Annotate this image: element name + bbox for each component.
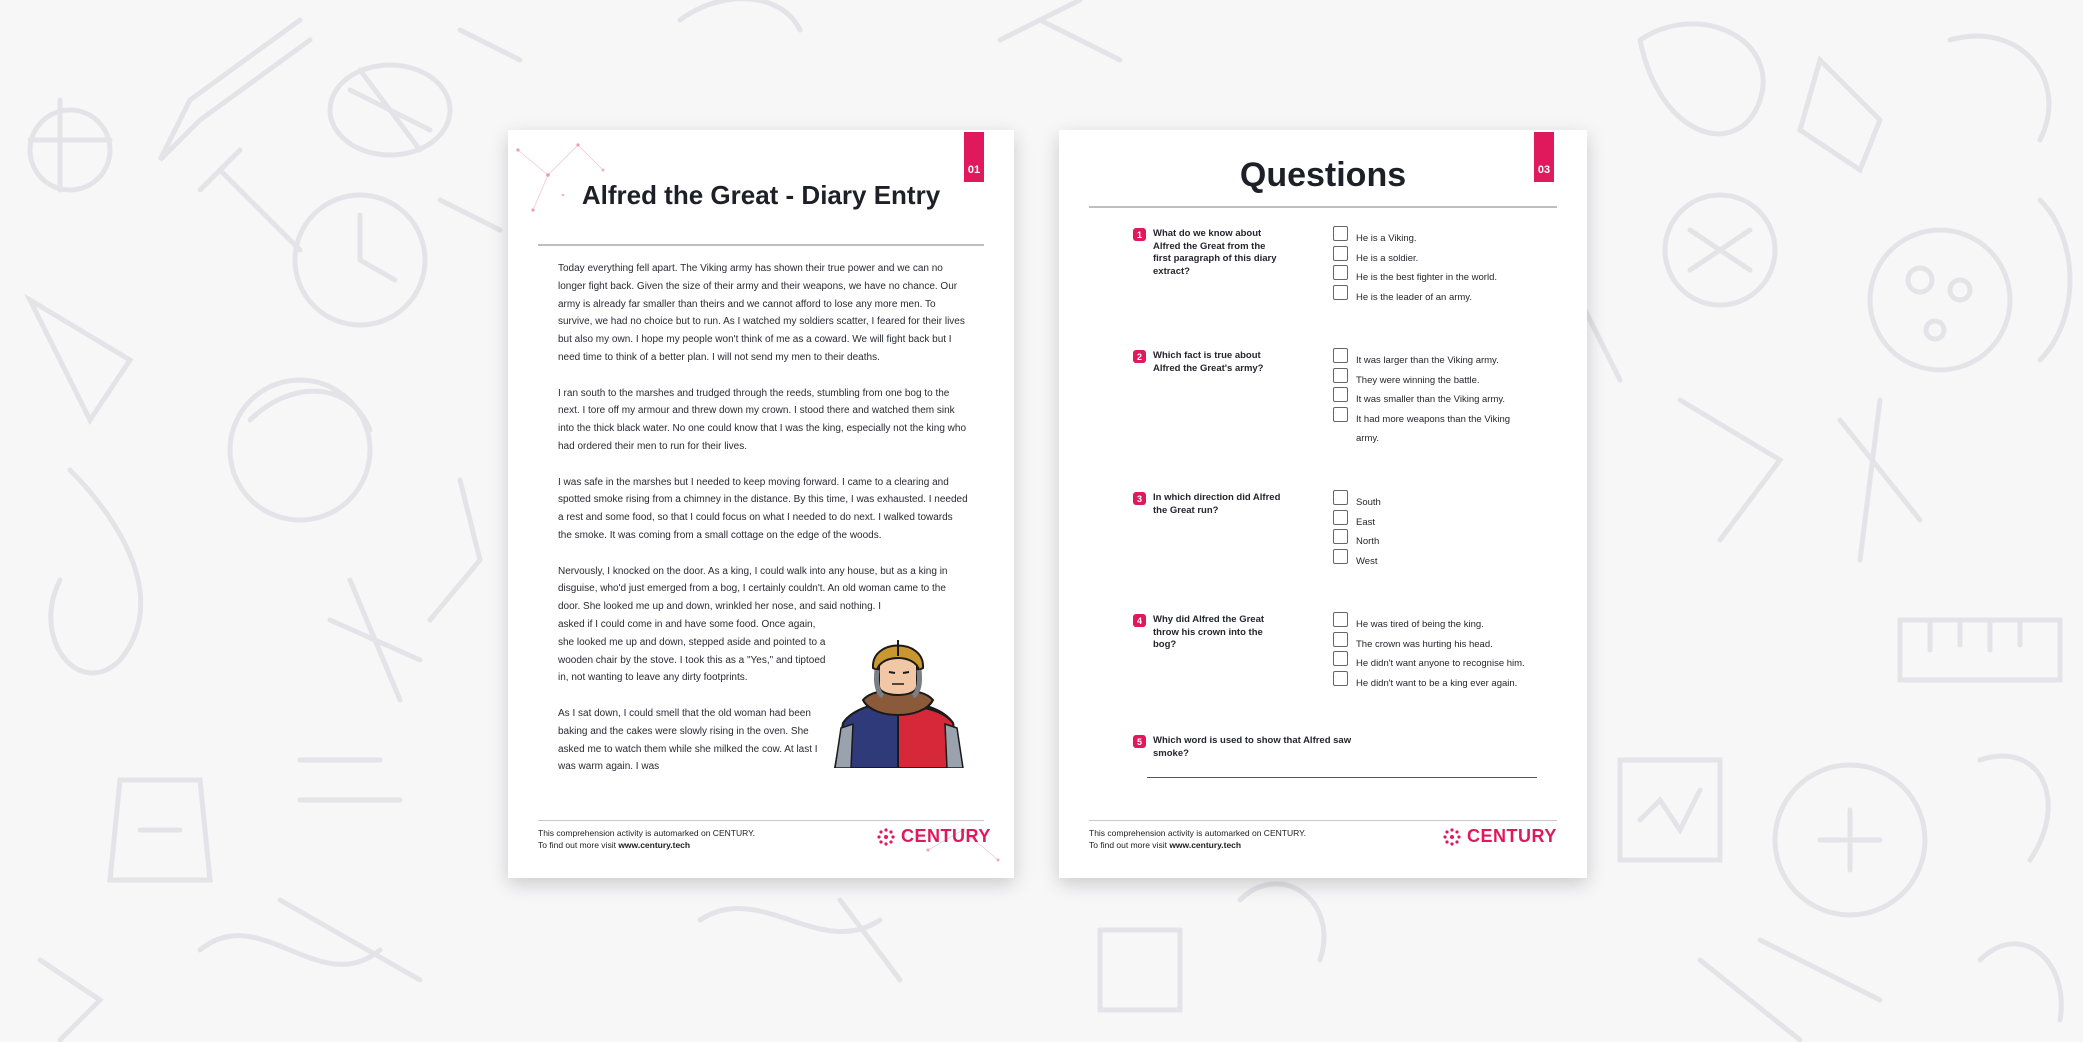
footer-line: This comprehension activity is automarked on CENTURY. xyxy=(538,828,755,838)
question-number: 1 xyxy=(1133,228,1146,241)
answer-option[interactable] xyxy=(1333,673,1553,693)
answer-line[interactable] xyxy=(1147,777,1537,778)
footer-prefix: To find out more visit xyxy=(1089,840,1170,850)
checkbox[interactable] xyxy=(1333,285,1348,300)
paragraph: Today everything fell apart. The Viking army has shown their true power and we can no longer fight back. Given the size of their army and their weapons, we have no chance. Our army is already far smaller than theirs and we cannot afford to lose any more men. To survive, we had no choice but to run. As I watched my soldiers scatter, I feared for their lives but also my own. I hope my people won't think of me as a coward. We will fight back but I need time to think of a better plan. I will not send my men to their deaths. xyxy=(558,263,965,363)
checkbox[interactable] xyxy=(1333,651,1348,666)
answer-option[interactable] xyxy=(1333,551,1553,571)
option-label: It was smaller than the Viking army. xyxy=(1356,394,1506,405)
page-title: Alfred the Great - Diary Entry xyxy=(581,180,941,210)
answer-option[interactable] xyxy=(1333,531,1553,551)
answer-option[interactable] xyxy=(1333,512,1553,532)
option-label: It was larger than the Viking army. xyxy=(1356,355,1499,366)
alfred-knight-illustration xyxy=(823,628,973,768)
option-label: He is a soldier. xyxy=(1356,252,1419,264)
questions-page xyxy=(1059,130,1587,878)
question-text: Which fact is true about Alfred the Great's army? xyxy=(1153,350,1264,374)
answer-option[interactable] xyxy=(1333,634,1553,654)
question-text: Why did Alfred the Great throw his crown into the bog? xyxy=(1153,614,1265,650)
answer-options xyxy=(1333,614,1553,692)
option-label: It had more weapons than the Viking army. xyxy=(1356,413,1511,444)
answer-options xyxy=(1333,350,1553,447)
question-number: 4 xyxy=(1133,614,1146,627)
footer-note xyxy=(538,827,755,851)
footer-note xyxy=(1089,827,1306,851)
footer-line: This comprehension activity is automarked on CENTURY. xyxy=(1089,828,1306,838)
century-logo-text: CENTURY xyxy=(901,826,991,846)
answer-option[interactable] xyxy=(1333,350,1553,370)
paragraph: asked if I could come in and have some food. Once again, she looked me up and down, stepped aside and pointed to a wooden chair by the stove. I took this as a "Yes," and tiptoed in, not wanting to leave any dirty footprints. xyxy=(558,618,826,684)
paragraph: Nervously, I knocked on the door. As a king, I could walk into any house, but as a king in disguise, who'd just emerged from a bog, I certainly couldn't. An old woman came to the door. She looked me up and down, wrinkled her nose, and said nothing. I xyxy=(558,565,948,613)
option-label: East xyxy=(1356,516,1376,528)
question-text: Which word is used to show that Alfred saw smoke? xyxy=(1153,735,1352,759)
century-logo-text: CENTURY xyxy=(1467,826,1557,846)
footer-divider xyxy=(538,820,984,821)
checkbox[interactable] xyxy=(1333,246,1348,261)
option-label: He is the leader of an army. xyxy=(1356,291,1472,303)
paragraph: I was safe in the marshes but I needed to keep moving forward. I came to a clearing and spotted smoke rising from a chimney in the distance. By this time, I was exhausted. I needed a rest and some food, so that I could focus on what I needed to do next. I walked towards the smoke. It was coming from a small cottage on the edge of the woods. xyxy=(558,476,968,541)
checkbox[interactable] xyxy=(1333,348,1348,363)
checkbox[interactable] xyxy=(1333,510,1348,525)
answer-option[interactable] xyxy=(1333,492,1553,512)
footer-line xyxy=(1089,839,1306,851)
checkbox[interactable] xyxy=(1333,490,1348,505)
paragraph: I ran south to the marshes and trudged through the reeds, stumbling from one bog to the next. I tore off my armour and threw down my crown. I stood there and watched them sink into the thick black water. No one could know that I was the king, especially not the king who had ordered their men to run for their lives. xyxy=(558,387,967,452)
option-label: The crown was hurting his head. xyxy=(1356,638,1493,650)
answer-option[interactable] xyxy=(1333,228,1553,248)
option-label: He is a Viking. xyxy=(1356,233,1417,244)
page-title: Questions xyxy=(1239,156,1407,194)
option-label: He didn't want to be a king ever again. xyxy=(1356,677,1518,689)
checkbox[interactable] xyxy=(1333,612,1348,627)
century-logo-icon xyxy=(1442,827,1462,847)
footer-divider xyxy=(1089,820,1557,821)
option-label: South xyxy=(1356,497,1381,508)
question-number: 5 xyxy=(1133,735,1146,748)
century-logo xyxy=(876,826,991,847)
answer-option[interactable] xyxy=(1333,287,1553,307)
option-label: North xyxy=(1356,536,1380,547)
century-logo-icon xyxy=(876,827,896,847)
question-number: 3 xyxy=(1133,492,1146,505)
checkbox[interactable] xyxy=(1333,529,1348,544)
answer-option[interactable] xyxy=(1333,614,1553,634)
checkbox[interactable] xyxy=(1333,407,1348,422)
answer-option[interactable] xyxy=(1333,409,1553,447)
diary-entry-page xyxy=(508,130,1014,878)
option-label: He is the best fighter in the world. xyxy=(1356,272,1497,283)
option-label: He didn't want anyone to recognise him. xyxy=(1356,658,1525,669)
century-logo xyxy=(1442,826,1557,847)
checkbox[interactable] xyxy=(1333,549,1348,564)
checkbox[interactable] xyxy=(1333,265,1348,280)
checkbox[interactable] xyxy=(1333,671,1348,686)
option-label: He was tired of being the king. xyxy=(1356,619,1484,630)
question-text: In which direction did Alfred the Great run? xyxy=(1153,492,1281,516)
checkbox[interactable] xyxy=(1333,368,1348,383)
checkbox[interactable] xyxy=(1333,632,1348,647)
footer-prefix: To find out more visit xyxy=(538,840,619,850)
answer-option[interactable] xyxy=(1333,370,1553,390)
paragraph: As I sat down, I could smell that the old woman had been baking and the cakes were slowly rising in the oven. She asked me to watch them while she milked the cow. At last I was warm again. I was xyxy=(558,707,818,773)
answer-options xyxy=(1333,228,1553,306)
answer-option[interactable] xyxy=(1333,389,1553,409)
option-label: West xyxy=(1356,555,1378,567)
question-number: 2 xyxy=(1133,350,1146,363)
checkbox[interactable] xyxy=(1333,387,1348,402)
title-divider xyxy=(538,244,984,246)
answer-options xyxy=(1333,492,1553,570)
answer-option[interactable] xyxy=(1333,267,1553,287)
title-divider xyxy=(1089,206,1557,208)
page-number-tab: 03 xyxy=(1534,132,1554,182)
checkbox[interactable] xyxy=(1333,226,1348,241)
answer-option[interactable] xyxy=(1333,653,1553,673)
answer-option[interactable] xyxy=(1333,248,1553,268)
question-text: What do we know about Alfred the Great from the first paragraph of this diary extract? xyxy=(1153,228,1277,277)
option-label: They were winning the battle. xyxy=(1356,374,1480,386)
century-link[interactable]: www.century.tech xyxy=(618,840,691,850)
century-link[interactable]: www.century.tech xyxy=(1169,840,1242,850)
footer-line xyxy=(538,839,755,851)
page-number-tab: 01 xyxy=(964,132,984,182)
